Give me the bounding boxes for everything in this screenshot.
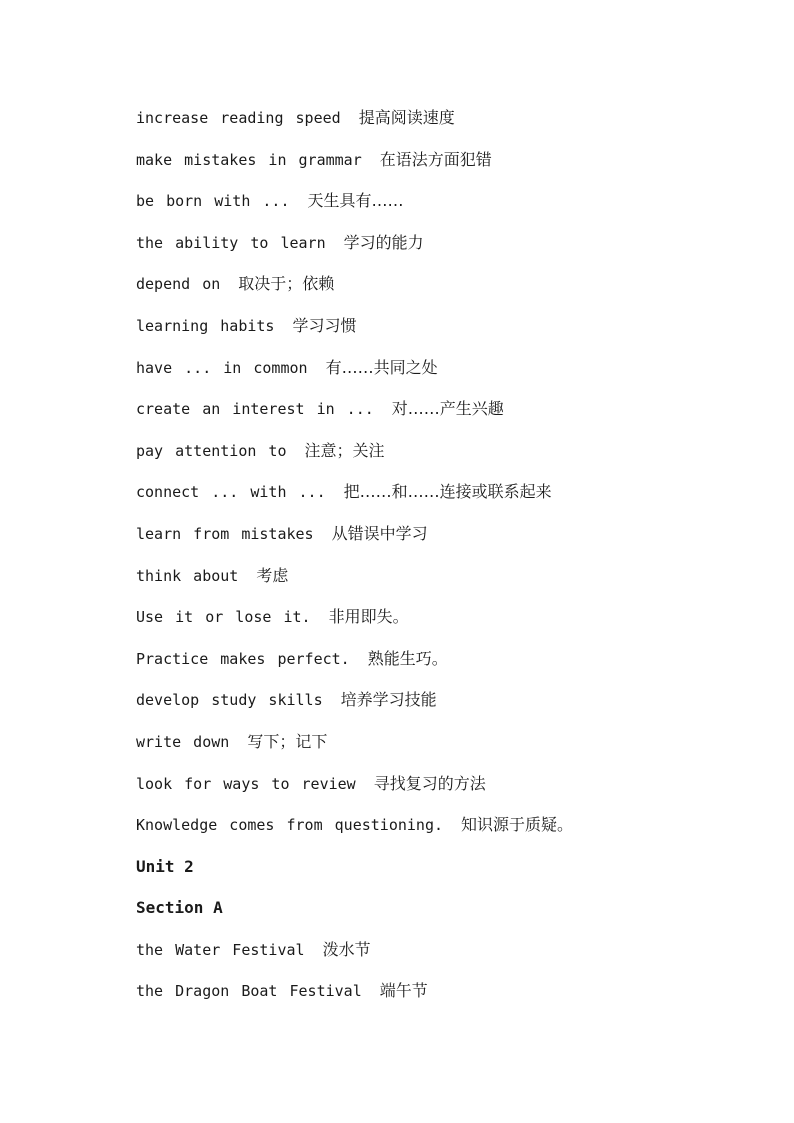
vocab-entry <box>136 187 696 229</box>
chinese-translation: 有……共同之处 <box>325 357 438 377</box>
english-phrase: Practice makes perfect. <box>136 649 350 668</box>
chinese-translation: 取决于；依赖 <box>238 274 335 294</box>
english-phrase: have ... in common <box>136 358 308 377</box>
english-phrase: think about <box>136 566 239 585</box>
chinese-translation: 培养学习技能 <box>340 690 437 710</box>
vocab-entry <box>136 229 696 271</box>
vocab-entry <box>136 562 696 604</box>
vocab-entry <box>136 146 696 188</box>
vocab-entry <box>136 478 696 520</box>
chinese-translation: 学习习惯 <box>292 315 357 335</box>
chinese-translation: 非用即失。 <box>328 607 409 627</box>
chinese-translation: 知识源于质疑。 <box>461 815 574 835</box>
english-phrase: Use it or lose it. <box>136 608 311 627</box>
english-phrase: Knowledge comes from questioning. <box>136 816 444 835</box>
chinese-translation: 学习的能力 <box>343 232 424 252</box>
english-phrase: be born with ... <box>136 192 290 211</box>
vocab-entry <box>136 520 696 562</box>
chinese-translation: 考虑 <box>256 565 289 585</box>
english-phrase: create an interest in ... <box>136 400 374 419</box>
english-phrase: depend on <box>136 275 221 294</box>
chinese-translation: 端午节 <box>379 981 428 1001</box>
vocab-entry <box>136 437 696 479</box>
chinese-translation: 写下；记下 <box>247 731 328 751</box>
english-phrase: make mistakes in grammar <box>136 150 362 169</box>
vocab-entry <box>136 312 696 354</box>
english-phrase: the Water Festival <box>136 940 305 959</box>
english-phrase: increase reading speed <box>136 109 341 127</box>
vocab-entry <box>136 728 696 770</box>
chinese-translation: 对……产生兴趣 <box>391 399 504 419</box>
vocab-entry <box>136 686 696 728</box>
english-phrase: learning habits <box>136 316 275 335</box>
english-phrase: pay attention to <box>136 441 287 460</box>
section-heading: Section A <box>136 898 223 918</box>
chinese-translation: 注意；关注 <box>304 440 385 460</box>
vocab-entry <box>136 395 696 437</box>
vocabulary-list-unit1 <box>136 104 696 853</box>
english-phrase: write down <box>136 732 230 751</box>
chinese-translation: 泼水节 <box>322 939 371 959</box>
vocab-entry <box>136 603 696 645</box>
vocab-entry <box>136 104 696 146</box>
vocab-entry <box>136 270 696 312</box>
unit-heading: Unit 2 <box>136 856 194 876</box>
english-phrase: develop study skills <box>136 691 323 710</box>
chinese-translation: 从错误中学习 <box>331 523 428 543</box>
vocab-entry <box>136 354 696 396</box>
vocab-entry <box>136 770 696 812</box>
english-phrase: the ability to learn <box>136 233 326 252</box>
chinese-translation: 寻找复习的方法 <box>373 773 486 793</box>
chinese-translation: 天生具有…… <box>307 191 404 211</box>
english-phrase: learn from mistakes <box>136 524 314 543</box>
chinese-translation: 提高阅读速度 <box>358 108 455 127</box>
vocabulary-list-unit2 <box>136 936 696 1019</box>
vocabulary-page <box>136 104 696 1019</box>
chinese-translation: 熟能生巧。 <box>367 648 448 668</box>
chinese-translation: 把……和……连接或联系起来 <box>343 482 552 502</box>
english-phrase: the Dragon Boat Festival <box>136 982 362 1001</box>
chinese-translation: 在语法方面犯错 <box>379 149 492 169</box>
vocab-entry <box>136 811 696 853</box>
english-phrase: look for ways to review <box>136 774 356 793</box>
english-phrase: connect ... with ... <box>136 483 326 502</box>
vocab-entry <box>136 936 696 978</box>
vocab-entry <box>136 645 696 687</box>
vocab-entry <box>136 977 696 1019</box>
